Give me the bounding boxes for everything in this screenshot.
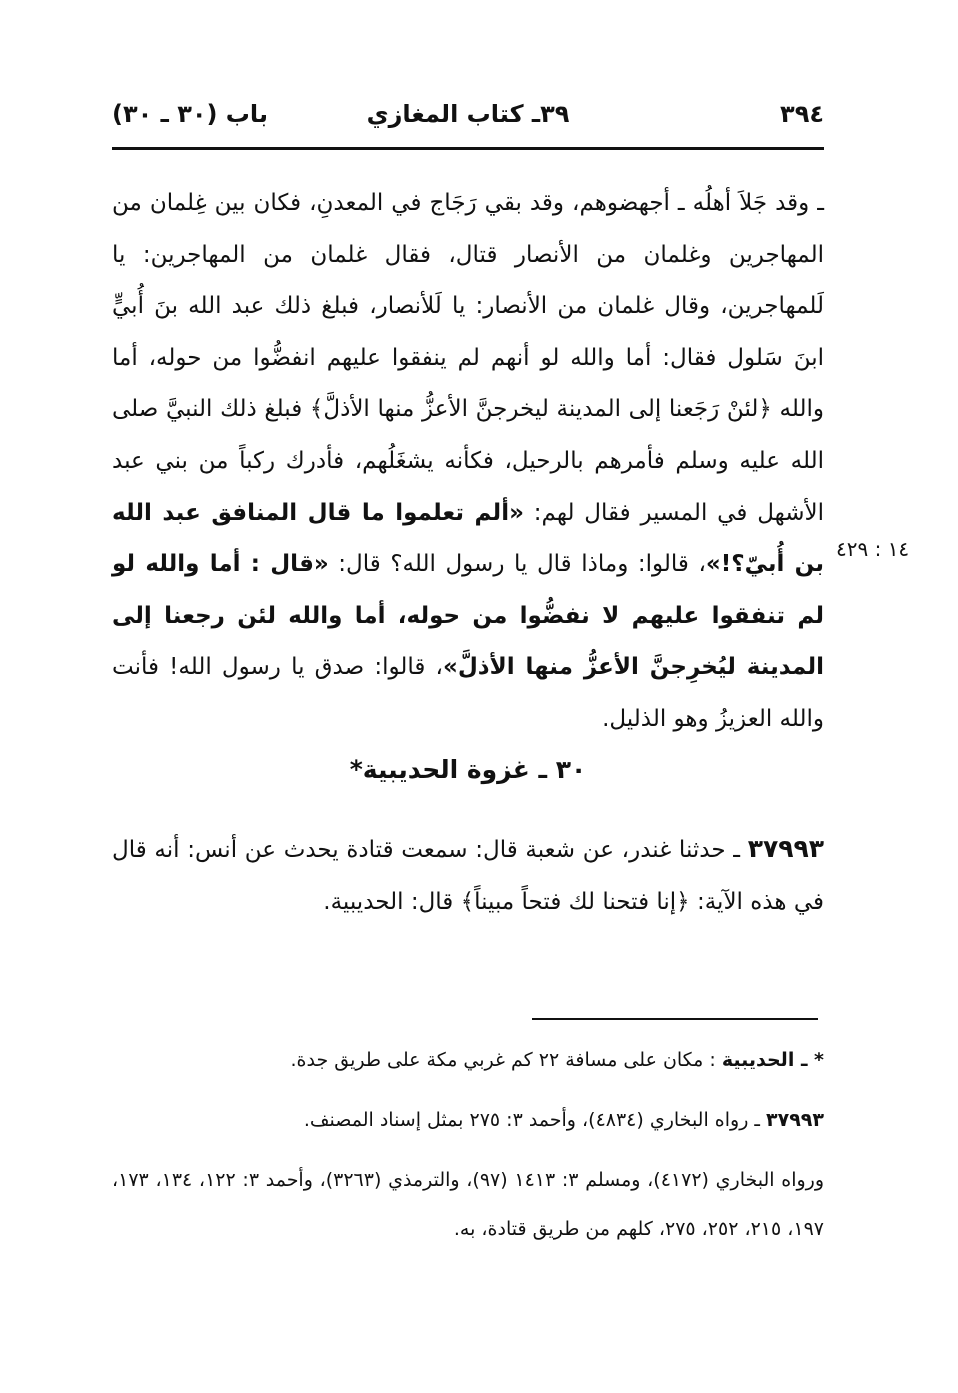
header-divider: [112, 147, 824, 150]
page-header: [112, 92, 824, 144]
passage-bold-quote-2: «قال : أما والله لو لم تنفقوا عليهم لا نفضُّوا من حوله، أما والله لئن رجعنا إلى المدينة ليُخرِجنَّ الأعزُّ منها الأذلَّ»: [112, 551, 824, 681]
page-number: ٣٩٤: [780, 100, 824, 128]
section-title: ٣٠ ـ غزوة الحديبية*: [349, 755, 587, 784]
footnote-2: [112, 1096, 824, 1145]
footnote-1-label: * ـ الحديبية: [721, 1049, 824, 1071]
book-title: ٣٩ـ كتاب المغازي: [366, 100, 570, 128]
chapter-label: باب (٣٠ ـ ٣٠): [112, 100, 268, 128]
footnote-2-number: ٣٧٩٩٣: [766, 1109, 824, 1131]
hadith-number: ٣٧٩٩٣: [747, 834, 824, 863]
margin-reference: ١٤ : ٤٢٩: [836, 537, 910, 561]
footnote-1: [112, 1036, 824, 1085]
footnote-1-text: : مكان على مسافة ٢٢ كم غربي مكة على طريق جدة.: [290, 1049, 722, 1071]
hadith-paragraph: [112, 823, 824, 928]
footnote-divider: [532, 1018, 818, 1020]
passage-text: ـ وقد جَلاَ أهلُه ـ أجهضوهم، وقد بقي رَجَاج في المعدنِ، فكان بين غِلمان من المهاجرين وغلمان من الأنصار قتال، فقال غلمان من المهاجرين: يا لَلمهاجرين، وقال غلمان من الأنصار: يا لَلأنصار، فبلغ ذلك عبد الله بنَ أُبيٍّ ابنَ سَلول فقال: أما والله لو أنهم لم ينفقوا عليهم انفضُّوا من حوله، أما والله ﴿لئنْ رَجَعنا إلى المدينة ليخرجنَّ الأعزُّ منها الأذلَّ﴾ فبلغ ذلك النبيَّ صلى الله عليه وسلم فأمرهم بالرحيل، فكأنه يشغَلُهم، فأدرك ركباً من بني عبد الأشهل في المسير فقال لهم:: [112, 190, 824, 526]
passage-text-3: ، قالوا: صدق يا رسول الله! فأنت والله العزيزُ وهو الذليل.: [112, 654, 824, 732]
passage-paragraph: [112, 178, 824, 746]
hadith-text: ـ حدثنا غندر، عن شعبة قال: سمعت قتادة يحدث عن أنس: أنه قال في هذه الآية: ﴿إنا فتحنا لك فتحاً مبيناً﴾ قال: الحديبية.: [112, 837, 824, 915]
footnote-3: ورواه البخاري (٤١٧٢)، ومسلم ٣: ١٤١٣ (٩٧)، والترمذي (٣٢٦٣)، وأحمد ٣: ١٢٢، ١٣٤، ١٧٣، ١٩٧، ٢١٥، ٢٥٢، ٢٧٥، كلهم من طريق قتادة، به.: [112, 1169, 825, 1240]
passage-text-2: ، قالوا: وماذا قال يا رسول الله؟ قال:: [328, 551, 706, 578]
footnote-2-text: ـ رواه البخاري (٤٨٣٤)، وأحمد ٣: ٢٧٥ بمثل إسناد المصنف.: [303, 1109, 767, 1131]
passage-bold-quote-1: «ألم تعلموا ما قال المنافق عبد الله بن أُبيّ؟!»: [112, 499, 824, 578]
